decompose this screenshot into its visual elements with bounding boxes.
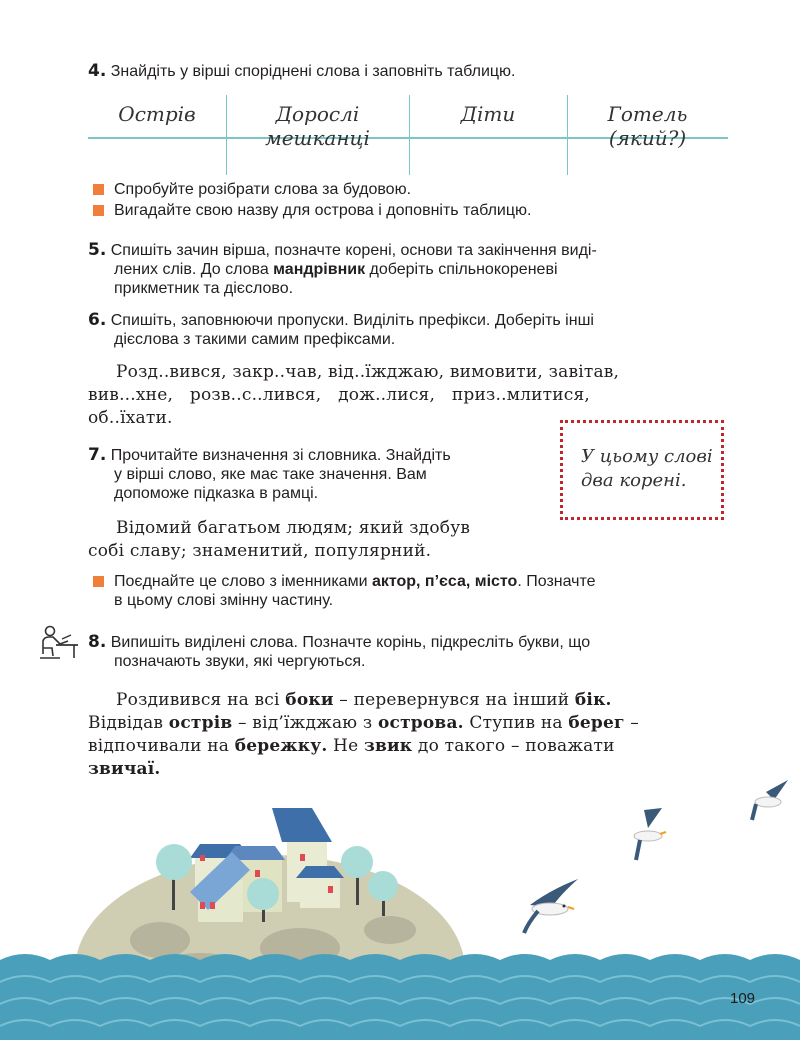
sea xyxy=(0,960,800,1040)
text: Ступив на xyxy=(463,713,569,733)
exercise-line xyxy=(88,712,728,735)
task-line: Випишіть виділені слова. Позначте корінь, підкресліть букви, що xyxy=(110,634,591,651)
task-number: 7. xyxy=(88,445,107,465)
task-line: Прочитайте визначення зі словника. Знайдіть xyxy=(110,447,451,464)
task-number: 6. xyxy=(88,310,107,330)
task-number: 5. xyxy=(88,240,107,260)
bold-word: берег xyxy=(568,713,625,733)
bullet-icon xyxy=(93,205,104,216)
text: Роздивився на всі xyxy=(116,690,286,710)
island-illustration xyxy=(0,770,800,1040)
text: до такого – поважати xyxy=(412,736,615,756)
text: Не xyxy=(327,736,364,756)
task-line: Спишіть зачин вірша, позначте корені, основи та закінчення виді- xyxy=(110,242,597,259)
definition-line: собі славу; знаменитий, популярний. xyxy=(88,541,432,561)
bold-word: мандрівник xyxy=(273,261,366,278)
exercise-line: вив...хне, розв..с..лився, дож..лися, приз..млитися, xyxy=(88,385,591,405)
task-number: 8. xyxy=(88,632,107,652)
bullet-item: Спробуйте розібрати слова за будовою. xyxy=(114,181,412,198)
task-text: Знайдіть у вірші споріднені слова і заповніть таблицю. xyxy=(110,63,516,80)
exercise-line xyxy=(88,689,728,712)
task6 xyxy=(88,311,728,349)
task-line: Спишіть, заповнюючи пропуски. Виділіть префікси. Доберіть інші xyxy=(110,312,594,329)
task7 xyxy=(88,446,538,503)
task-line: прикметник та дієслово. xyxy=(114,280,294,297)
task-line: допоможе підказка в рамці. xyxy=(114,485,319,502)
bold-word: бережку. xyxy=(234,736,328,756)
text: – xyxy=(624,713,639,733)
table-header: Діти xyxy=(460,102,516,126)
bold-word: бік. xyxy=(574,690,612,710)
hint-line: У цьому слові xyxy=(581,446,713,467)
exercise-text xyxy=(88,689,728,781)
bullet-text: в цьому слові змінну частину. xyxy=(114,592,334,609)
bullet-text: . Позначте xyxy=(517,573,596,590)
student-writing-icon xyxy=(38,624,80,660)
text: відпочивали на xyxy=(88,736,235,756)
exercise-line: об..їхати. xyxy=(88,408,173,428)
bold-word: боки xyxy=(285,690,334,710)
seagull-icon xyxy=(524,879,578,933)
text: – перевернувся на інший xyxy=(333,690,575,710)
exercise-line: Розд..вився, закр..чав, від..їжджаю, вимовити, завітав, xyxy=(116,362,620,382)
definition-text xyxy=(88,517,548,563)
page-number: 109 xyxy=(730,990,756,1007)
bullet-icon xyxy=(93,576,104,587)
text: Відвідав xyxy=(88,713,169,733)
bullet-icon xyxy=(93,184,104,195)
text: – від’їжджаю з xyxy=(232,713,378,733)
task-line: дієслова з такими самим префіксами. xyxy=(114,331,396,348)
task5 xyxy=(88,241,728,298)
task-line: лених слів. До слова xyxy=(114,261,274,278)
seagull-icon xyxy=(634,808,666,860)
table-header: Дорослі мешканці xyxy=(265,102,370,150)
hint-box xyxy=(560,420,724,520)
task-number: 4. xyxy=(88,61,107,81)
bullet-text: Поєднайте це слово з іменниками xyxy=(114,573,372,590)
definition-line: Відомий багатьом людям; який здобув xyxy=(116,518,471,538)
bullet-item: Вигадайте свою назву для острова і доповніть таблицю. xyxy=(114,202,532,219)
bold-word: актор, п’єса, місто xyxy=(371,573,518,590)
bold-word: звичаї. xyxy=(88,759,161,779)
task-line: у вірші слово, яке має таке значення. Вам xyxy=(114,466,427,483)
exercise-line xyxy=(88,735,728,758)
task8 xyxy=(88,633,728,671)
table-header: Острів xyxy=(118,102,196,126)
bullet-item xyxy=(114,572,728,610)
task-line: доберіть спільнокореневі xyxy=(365,261,558,278)
seagull-icon xyxy=(752,780,788,820)
hint-line: два корені. xyxy=(581,470,687,491)
bold-word: острів xyxy=(168,713,233,733)
bold-word: звик xyxy=(363,736,413,756)
bold-word: острова. xyxy=(377,713,464,733)
table-header: Готель (який?) xyxy=(607,102,688,150)
task4 xyxy=(88,62,516,81)
task-line: позначають звуки, які чергуються. xyxy=(114,653,366,670)
